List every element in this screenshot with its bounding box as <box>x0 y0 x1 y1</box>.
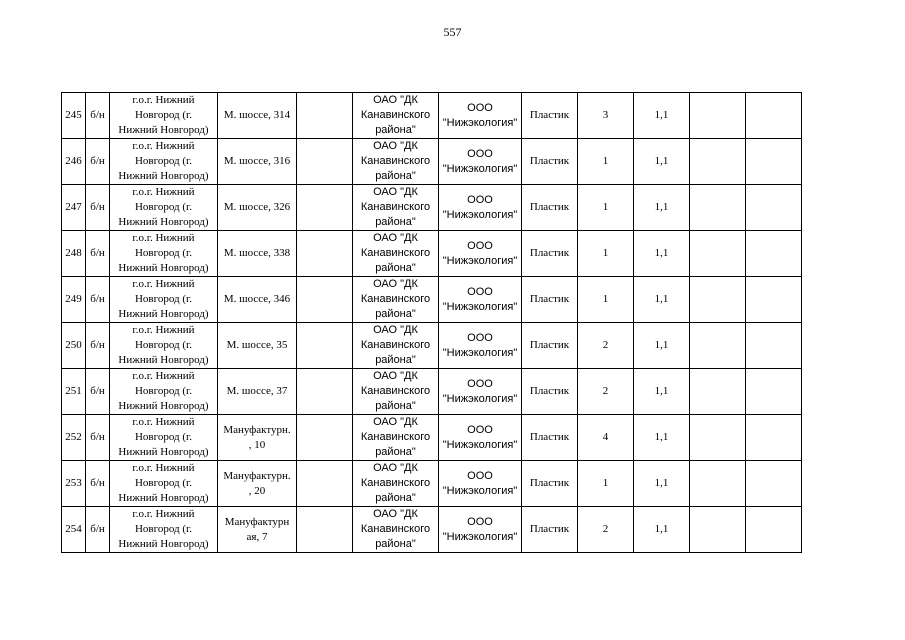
empty-cell <box>746 185 802 231</box>
empty-cell <box>297 369 353 415</box>
empty-cell <box>690 323 746 369</box>
operator-cell-line: ООО <box>467 285 493 298</box>
container-volume-cell: 1,1 <box>634 507 690 553</box>
operator-cell-line: ООО <box>467 377 493 390</box>
address-cell <box>218 231 297 277</box>
doc-type-cell: б/н <box>86 461 110 507</box>
owner-cell <box>353 461 439 507</box>
empty-cell <box>297 139 353 185</box>
municipality-cell-line: Нижний Новгород) <box>118 170 209 182</box>
row-number-cell: 245 <box>62 93 86 139</box>
doc-type-cell: б/н <box>86 415 110 461</box>
address-cell-line: Мануфактурн. <box>223 423 291 436</box>
owner-cell-line: района" <box>375 538 416 550</box>
owner-cell-line: ОАО "ДК <box>373 186 418 198</box>
operator-cell-line: ООО <box>467 515 493 528</box>
operator-cell <box>439 277 522 323</box>
material-cell: Пластик <box>522 185 578 231</box>
table-body <box>62 93 802 553</box>
empty-cell <box>690 231 746 277</box>
operator-cell-line: ООО <box>467 239 493 252</box>
container-count-cell: 1 <box>578 185 634 231</box>
operator-cell-line: ООО <box>467 101 493 114</box>
address-cell <box>218 369 297 415</box>
container-volume-cell: 1,1 <box>634 323 690 369</box>
doc-type-cell: б/н <box>86 277 110 323</box>
owner-cell-line: района" <box>375 262 416 274</box>
container-volume-cell: 1,1 <box>634 231 690 277</box>
municipality-cell <box>110 369 218 415</box>
empty-cell <box>746 231 802 277</box>
table-row <box>62 507 802 553</box>
municipality-cell <box>110 185 218 231</box>
owner-cell-line: Канавинского <box>360 339 431 351</box>
doc-type-cell: б/н <box>86 369 110 415</box>
address-cell-line: М. шоссе, 338 <box>223 247 291 259</box>
empty-cell <box>746 93 802 139</box>
operator-cell <box>439 231 522 277</box>
owner-cell-line: ОАО "ДК <box>373 94 418 106</box>
container-volume-cell: 1,1 <box>634 415 690 461</box>
empty-cell <box>746 139 802 185</box>
operator-cell-line: ООО <box>467 193 493 206</box>
empty-cell <box>690 139 746 185</box>
operator-cell-line: "Нижэкология" <box>442 346 518 359</box>
table-row <box>62 415 802 461</box>
address-cell-line: М. шоссе, 346 <box>223 293 291 305</box>
owner-cell-line: ОАО "ДК <box>373 370 418 382</box>
operator-cell <box>439 415 522 461</box>
address-cell-line: , 20 <box>248 484 266 497</box>
empty-cell <box>690 507 746 553</box>
owner-cell-line: ОАО "ДК <box>373 416 418 428</box>
operator-cell <box>439 139 522 185</box>
table-row <box>62 461 802 507</box>
municipality-cell <box>110 93 218 139</box>
doc-type-cell: б/н <box>86 507 110 553</box>
address-cell <box>218 277 297 323</box>
owner-cell-line: района" <box>375 354 416 366</box>
empty-cell <box>690 185 746 231</box>
container-count-cell: 1 <box>578 139 634 185</box>
municipality-cell-line: г.о.г. Нижний <box>132 278 195 290</box>
municipality-cell <box>110 415 218 461</box>
address-cell-line: М. шоссе, 37 <box>226 385 288 397</box>
owner-cell-line: Канавинского <box>360 155 431 167</box>
empty-cell <box>690 461 746 507</box>
owner-cell <box>353 185 439 231</box>
owner-cell-line: района" <box>375 308 416 320</box>
municipality-cell <box>110 277 218 323</box>
municipality-cell-line: Нижний Новгород) <box>118 354 209 366</box>
municipality-cell-line: г.о.г. Нижний <box>132 94 195 106</box>
material-cell: Пластик <box>522 277 578 323</box>
operator-cell-line: "Нижэкология" <box>442 484 518 497</box>
operator-cell <box>439 185 522 231</box>
container-count-cell: 1 <box>578 277 634 323</box>
container-count-cell: 3 <box>578 93 634 139</box>
owner-cell-line: ОАО "ДК <box>373 232 418 244</box>
municipality-cell-line: Нижний Новгород) <box>118 446 209 458</box>
table-row <box>62 139 802 185</box>
address-cell <box>218 93 297 139</box>
municipality-cell-line: Нижний Новгород) <box>118 538 209 550</box>
empty-cell <box>297 231 353 277</box>
container-count-cell: 2 <box>578 369 634 415</box>
empty-cell <box>746 323 802 369</box>
row-number-cell: 246 <box>62 139 86 185</box>
container-sites-table <box>61 92 802 553</box>
owner-cell-line: Канавинского <box>360 385 431 397</box>
municipality-cell-line: г.о.г. Нижний <box>132 462 195 474</box>
address-cell-line: М. шоссе, 314 <box>223 109 291 121</box>
owner-cell <box>353 231 439 277</box>
owner-cell-line: района" <box>375 216 416 228</box>
material-cell: Пластик <box>522 231 578 277</box>
municipality-cell-line: Новгород (г. <box>134 385 193 397</box>
owner-cell-line: ОАО "ДК <box>373 278 418 290</box>
owner-cell-line: ОАО "ДК <box>373 140 418 152</box>
municipality-cell <box>110 139 218 185</box>
owner-cell-line: ОАО "ДК <box>373 462 418 474</box>
row-number-cell: 249 <box>62 277 86 323</box>
owner-cell <box>353 277 439 323</box>
address-cell <box>218 139 297 185</box>
owner-cell <box>353 507 439 553</box>
row-number-cell: 254 <box>62 507 86 553</box>
doc-type-cell: б/н <box>86 231 110 277</box>
table-row <box>62 93 802 139</box>
material-cell: Пластик <box>522 93 578 139</box>
address-cell <box>218 507 297 553</box>
owner-cell-line: Канавинского <box>360 201 431 213</box>
container-volume-cell: 1,1 <box>634 139 690 185</box>
table-row <box>62 185 802 231</box>
operator-cell <box>439 323 522 369</box>
municipality-cell-line: Новгород (г. <box>134 339 193 351</box>
municipality-cell-line: г.о.г. Нижний <box>132 370 195 382</box>
owner-cell <box>353 139 439 185</box>
owner-cell <box>353 323 439 369</box>
operator-cell <box>439 93 522 139</box>
municipality-cell-line: Новгород (г. <box>134 293 193 305</box>
address-cell-line: Мануфактурн <box>224 515 290 528</box>
operator-cell-line: "Нижэкология" <box>442 254 518 267</box>
owner-cell-line: Канавинского <box>360 523 431 535</box>
address-cell-line: ая, 7 <box>246 530 268 543</box>
municipality-cell-line: г.о.г. Нижний <box>132 416 195 428</box>
owner-cell <box>353 415 439 461</box>
owner-cell-line: района" <box>375 446 416 458</box>
owner-cell-line: Канавинского <box>360 477 431 489</box>
empty-cell <box>690 277 746 323</box>
container-volume-cell: 1,1 <box>634 93 690 139</box>
doc-type-cell: б/н <box>86 185 110 231</box>
municipality-cell <box>110 231 218 277</box>
material-cell: Пластик <box>522 323 578 369</box>
material-cell: Пластик <box>522 461 578 507</box>
operator-cell-line: ООО <box>467 469 493 482</box>
empty-cell <box>297 277 353 323</box>
operator-cell <box>439 507 522 553</box>
address-cell <box>218 461 297 507</box>
row-number-cell: 247 <box>62 185 86 231</box>
address-cell <box>218 185 297 231</box>
empty-cell <box>746 507 802 553</box>
municipality-cell <box>110 507 218 553</box>
table-row <box>62 323 802 369</box>
address-cell-line: , 10 <box>248 438 266 451</box>
empty-cell <box>297 507 353 553</box>
row-number-cell: 251 <box>62 369 86 415</box>
municipality-cell <box>110 323 218 369</box>
owner-cell-line: Канавинского <box>360 247 431 259</box>
container-count-cell: 1 <box>578 461 634 507</box>
operator-cell-line: ООО <box>467 147 493 160</box>
empty-cell <box>297 93 353 139</box>
table-row <box>62 231 802 277</box>
owner-cell <box>353 93 439 139</box>
municipality-cell-line: Новгород (г. <box>134 201 193 213</box>
row-number-cell: 248 <box>62 231 86 277</box>
container-volume-cell: 1,1 <box>634 185 690 231</box>
row-number-cell: 252 <box>62 415 86 461</box>
empty-cell <box>297 415 353 461</box>
empty-cell <box>297 461 353 507</box>
empty-cell <box>297 185 353 231</box>
container-volume-cell: 1,1 <box>634 461 690 507</box>
owner-cell-line: Канавинского <box>360 293 431 305</box>
empty-cell <box>690 93 746 139</box>
empty-cell <box>746 369 802 415</box>
operator-cell-line: "Нижэкология" <box>442 530 518 543</box>
row-number-cell: 250 <box>62 323 86 369</box>
owner-cell-line: Канавинского <box>360 431 431 443</box>
owner-cell <box>353 369 439 415</box>
container-count-cell: 1 <box>578 231 634 277</box>
municipality-cell-line: Нижний Новгород) <box>118 400 209 412</box>
doc-type-cell: б/н <box>86 323 110 369</box>
owner-cell-line: Канавинского <box>360 109 431 121</box>
doc-type-cell: б/н <box>86 139 110 185</box>
operator-cell-line: "Нижэкология" <box>442 438 518 451</box>
municipality-cell-line: Нижний Новгород) <box>118 124 209 136</box>
municipality-cell-line: г.о.г. Нижний <box>132 232 195 244</box>
municipality-cell-line: г.о.г. Нижний <box>132 186 195 198</box>
address-cell-line: Мануфактурн. <box>223 469 291 482</box>
table-row <box>62 369 802 415</box>
municipality-cell-line: г.о.г. Нижний <box>132 508 195 520</box>
address-cell-line: М. шоссе, 35 <box>226 339 288 351</box>
municipality-cell-line: Новгород (г. <box>134 155 193 167</box>
container-count-cell: 2 <box>578 507 634 553</box>
owner-cell-line: ОАО "ДК <box>373 324 418 336</box>
material-cell: Пластик <box>522 507 578 553</box>
material-cell: Пластик <box>522 139 578 185</box>
container-count-cell: 4 <box>578 415 634 461</box>
container-volume-cell: 1,1 <box>634 277 690 323</box>
address-cell-line: М. шоссе, 326 <box>223 201 291 213</box>
operator-cell-line: "Нижэкология" <box>442 116 518 129</box>
empty-cell <box>690 415 746 461</box>
doc-type-cell: б/н <box>86 93 110 139</box>
operator-cell-line: "Нижэкология" <box>442 300 518 313</box>
operator-cell <box>439 369 522 415</box>
municipality-cell-line: Нижний Новгород) <box>118 262 209 274</box>
owner-cell-line: ОАО "ДК <box>373 508 418 520</box>
owner-cell-line: района" <box>375 492 416 504</box>
address-cell <box>218 415 297 461</box>
municipality-cell-line: Новгород (г. <box>134 431 193 443</box>
material-cell: Пластик <box>522 415 578 461</box>
operator-cell-line: "Нижэкология" <box>442 162 518 175</box>
empty-cell <box>746 415 802 461</box>
operator-cell-line: "Нижэкология" <box>442 392 518 405</box>
operator-cell <box>439 461 522 507</box>
owner-cell-line: района" <box>375 170 416 182</box>
operator-cell-line: ООО <box>467 423 493 436</box>
municipality-cell-line: г.о.г. Нижний <box>132 324 195 336</box>
municipality-cell <box>110 461 218 507</box>
row-number-cell: 253 <box>62 461 86 507</box>
municipality-cell-line: г.о.г. Нижний <box>132 140 195 152</box>
address-cell-line: М. шоссе, 316 <box>223 155 291 167</box>
municipality-cell-line: Нижний Новгород) <box>118 308 209 320</box>
municipality-cell-line: Новгород (г. <box>134 109 193 121</box>
page-number: 557 <box>443 25 462 39</box>
empty-cell <box>297 323 353 369</box>
operator-cell-line: ООО <box>467 331 493 344</box>
municipality-cell-line: Новгород (г. <box>134 477 193 489</box>
operator-cell-line: "Нижэкология" <box>442 208 518 221</box>
municipality-cell-line: Новгород (г. <box>134 523 193 535</box>
address-cell <box>218 323 297 369</box>
table-row <box>62 277 802 323</box>
municipality-cell-line: Новгород (г. <box>134 247 193 259</box>
municipality-cell-line: Нижний Новгород) <box>118 492 209 504</box>
owner-cell-line: района" <box>375 124 416 136</box>
empty-cell <box>690 369 746 415</box>
municipality-cell-line: Нижний Новгород) <box>118 216 209 228</box>
empty-cell <box>746 461 802 507</box>
container-count-cell: 2 <box>578 323 634 369</box>
owner-cell-line: района" <box>375 400 416 412</box>
container-volume-cell: 1,1 <box>634 369 690 415</box>
material-cell: Пластик <box>522 369 578 415</box>
empty-cell <box>746 277 802 323</box>
